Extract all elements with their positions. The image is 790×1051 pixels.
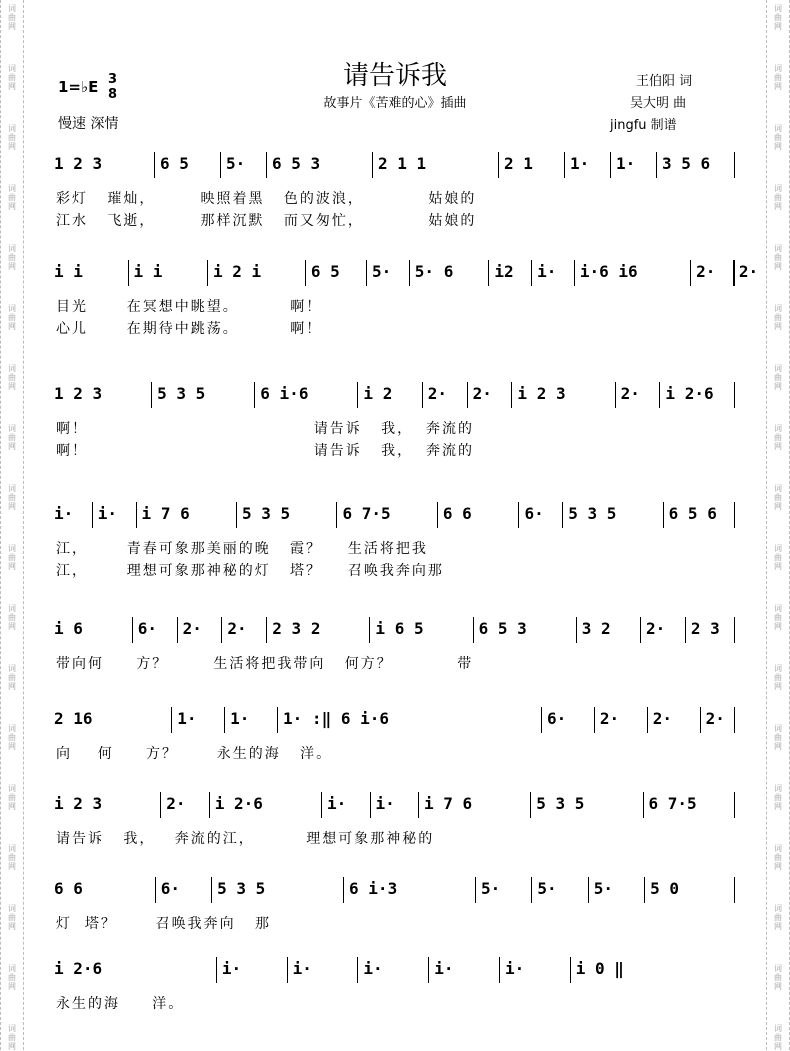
watermark-text: 词 曲 网 xyxy=(774,484,782,511)
bar-line xyxy=(659,382,660,408)
measure-notes: 5· xyxy=(480,879,501,898)
measure-notes: 2· xyxy=(620,384,640,403)
bar-line xyxy=(266,617,267,643)
measure-notes: 5 3 5 xyxy=(536,794,585,813)
notes-line xyxy=(50,705,740,731)
notes-line xyxy=(50,380,740,406)
bar-line xyxy=(498,152,499,178)
bar-line xyxy=(128,260,129,286)
measure-notes: i 6 xyxy=(54,619,83,638)
bar-line xyxy=(640,617,641,643)
bar-line xyxy=(336,502,337,528)
bar-line xyxy=(369,617,370,643)
measure-notes: i 2 i xyxy=(213,262,262,281)
watermark-text: 词 曲 网 xyxy=(774,544,782,571)
watermark-text: 词 曲 网 xyxy=(774,964,782,991)
measure-notes: i 7 6 xyxy=(424,794,473,813)
bar-line xyxy=(428,957,429,983)
measure-notes: 6· xyxy=(160,879,180,898)
notes-line xyxy=(50,955,740,981)
bar-line xyxy=(488,260,489,286)
measure-notes: i· xyxy=(292,959,312,978)
watermark-text: 词 曲 网 xyxy=(774,1024,782,1051)
measure-notes: 1· xyxy=(570,154,590,173)
measure-notes: 6 5 xyxy=(310,262,340,281)
bar-line xyxy=(370,792,371,818)
measure-notes: 2 1 xyxy=(504,154,533,173)
lyricist-credit: 王伯阳 词 xyxy=(636,74,693,89)
lyric-line: 向 何 方？ 永生的海 洋。 xyxy=(56,746,333,762)
bar-line xyxy=(266,152,267,178)
watermark-text: 词 曲 网 xyxy=(8,904,16,931)
measure-notes: 6 5 3 xyxy=(478,619,527,638)
measure-notes: 2· xyxy=(652,709,673,728)
bar-line xyxy=(418,792,419,818)
song-title: 请告诉我 xyxy=(342,61,447,91)
watermark-text: 词 曲 网 xyxy=(774,784,782,811)
measure-notes: 6 i·6 xyxy=(260,384,309,403)
bar-line xyxy=(211,877,212,903)
bar-line xyxy=(734,152,735,178)
bar-line xyxy=(511,382,512,408)
measure-notes: 3 5 6 xyxy=(662,154,711,173)
measure-notes: i 2·6 xyxy=(54,959,103,978)
bar-line xyxy=(437,502,438,528)
measure-notes: 1 2 3 xyxy=(54,154,103,173)
song-subtitle: 故事片《苦难的心》插曲 xyxy=(323,96,467,111)
time-signature xyxy=(108,72,117,102)
measure-notes: 5 3 5 xyxy=(157,384,206,403)
bar-line xyxy=(305,260,306,286)
bar-line xyxy=(160,792,161,818)
watermark-text: 词 曲 网 xyxy=(8,1024,16,1051)
bar-line xyxy=(154,152,155,178)
measure-notes: i· xyxy=(375,794,395,813)
bar-line xyxy=(422,382,423,408)
bar-line xyxy=(576,617,577,643)
bar-line xyxy=(588,877,589,903)
measure-notes: 5· xyxy=(593,879,613,898)
lyric-line: 灯 塔？ 召唤我奔向 那 xyxy=(56,916,271,932)
bar-line xyxy=(357,957,358,983)
measure-notes: 1 2 3 xyxy=(54,384,103,403)
bar-line xyxy=(685,617,686,643)
watermark-text: 词 曲 网 xyxy=(8,364,16,391)
bar-line xyxy=(467,382,468,408)
bar-line xyxy=(366,260,367,286)
bar-line xyxy=(171,707,172,733)
bar-line xyxy=(499,957,500,983)
time-signature-bottom: 8 xyxy=(108,87,118,102)
measure-notes: i 2 xyxy=(363,384,393,403)
measure-notes: 1· xyxy=(177,709,197,728)
bar-line xyxy=(734,382,735,408)
time-signature-top: 3 xyxy=(108,72,118,87)
bar-line xyxy=(610,152,611,178)
measure-notes: 2· xyxy=(182,619,202,638)
bar-line xyxy=(475,877,476,903)
measure-notes: 5 3 5 xyxy=(568,504,617,523)
bar-line xyxy=(647,707,648,733)
measure-notes: 6 6 xyxy=(54,879,83,898)
measure-notes: 2· xyxy=(646,619,666,638)
measure-notes: i 7 6 xyxy=(141,504,190,523)
lyric-line: 心儿 在期待中跳荡。 啊！ xyxy=(56,321,323,337)
measure-notes: 2· xyxy=(472,384,492,403)
bar-line xyxy=(594,707,595,733)
bar-line xyxy=(541,707,542,733)
measure-notes: i 2 3 xyxy=(54,794,103,813)
watermark-text: 词 曲 网 xyxy=(8,544,16,571)
bar-line xyxy=(473,617,474,643)
watermark-text: 词 曲 网 xyxy=(8,844,16,871)
bar-line xyxy=(531,260,532,286)
measure-notes: 1· xyxy=(616,154,636,173)
lyric-line: 彩灯 璀灿， 映照着黑 色的波浪， 姑娘的 xyxy=(56,191,477,207)
notes-line xyxy=(50,150,740,176)
bar-line xyxy=(372,152,373,178)
watermark-text: 词 曲 网 xyxy=(774,64,782,91)
watermark-text: 词 曲 网 xyxy=(774,904,782,931)
watermark-text: 词 曲 网 xyxy=(774,424,782,451)
measure-notes: 6 5 3 xyxy=(272,154,321,173)
lyric-line: 江， 青春可象那美丽的晚 霞？ 生活将把我 xyxy=(56,541,428,557)
bar-line xyxy=(151,382,152,408)
measure-notes: 5· 6 xyxy=(414,262,454,281)
watermark-text: 词 曲 网 xyxy=(774,304,782,331)
watermark-text: 词 曲 网 xyxy=(8,784,16,811)
lyric-line: 啊！ 请告诉 我， 奔流的 xyxy=(56,421,475,437)
bar-line xyxy=(734,877,735,903)
measure-notes: 6· xyxy=(137,619,157,638)
watermark-text: 词 曲 网 xyxy=(8,4,16,31)
measure-notes: i i xyxy=(54,262,83,281)
bar-line xyxy=(277,707,278,733)
measure-notes: 5· xyxy=(226,154,246,173)
measure-notes: i· xyxy=(504,959,525,978)
bar-line xyxy=(177,617,178,643)
bar-line xyxy=(700,707,701,733)
measure-notes: 6 i·3 xyxy=(349,879,398,898)
watermark-text: 词 曲 网 xyxy=(774,724,782,751)
bar-line xyxy=(734,260,735,286)
lyric-line: 带向何 方？ 生活将把我带向 何方？ 带 xyxy=(56,656,474,672)
measure-notes: 2· xyxy=(166,794,186,813)
bar-line xyxy=(221,617,222,643)
measure-notes: 5 3 5 xyxy=(217,879,266,898)
bar-line xyxy=(220,152,221,178)
measure-notes: i2 xyxy=(494,262,514,281)
watermark-text: 词 曲 网 xyxy=(774,4,782,31)
bar-line xyxy=(531,877,532,903)
lyric-line: 江， 理想可象那神秘的灯 塔？ 召唤我奔向那 xyxy=(56,563,444,579)
measure-notes: 2· xyxy=(696,262,716,281)
watermark-text: 词 曲 网 xyxy=(8,304,16,331)
measure-notes: 6 5 xyxy=(160,154,189,173)
lyric-line: 请告诉 我， 奔流的江， 理想可象那神秘的 xyxy=(56,831,435,847)
bar-line xyxy=(530,792,531,818)
measure-notes: 6 5 6 xyxy=(668,504,717,523)
lyric-line: 永生的海 洋。 xyxy=(56,996,185,1012)
watermark-text: 词 曲 网 xyxy=(8,604,16,631)
measure-notes: 5· xyxy=(537,879,557,898)
bar-line xyxy=(409,260,410,286)
lyric-line: 江水 飞逝， 那样沉默 而又匆忙， 姑娘的 xyxy=(56,213,477,229)
bar-line xyxy=(207,260,208,286)
watermark-text: 词 曲 网 xyxy=(8,244,16,271)
arranger-credit: jingfu 制谱 xyxy=(610,118,677,133)
bar-line xyxy=(574,260,575,286)
bar-line xyxy=(644,877,645,903)
measure-notes: i· xyxy=(537,262,557,281)
measure-notes: 2· xyxy=(738,262,759,281)
bar-line xyxy=(357,382,358,408)
measure-notes: i· xyxy=(221,959,242,978)
measure-notes: i· xyxy=(327,794,347,813)
composer-credit: 吴大明 曲 xyxy=(630,96,687,111)
notes-line xyxy=(50,615,740,641)
measure-notes: 6 7·5 xyxy=(342,504,391,523)
measure-notes: 2· xyxy=(705,709,725,728)
bar-line xyxy=(643,792,644,818)
bar-line xyxy=(136,502,137,528)
watermark-text: 词 曲 网 xyxy=(8,724,16,751)
bar-line xyxy=(132,617,133,643)
bar-line xyxy=(734,502,735,528)
measure-notes: i 6 5 xyxy=(375,619,424,638)
lyric-line: 啊！ 请告诉 我， 奔流的 xyxy=(56,443,475,459)
measure-notes: 2 3 xyxy=(690,619,720,638)
bar-line xyxy=(321,792,322,818)
watermark-text: 词 曲 网 xyxy=(774,364,782,391)
watermark-text: 词 曲 网 xyxy=(774,244,782,271)
measure-notes: i i xyxy=(133,262,163,281)
bar-line xyxy=(690,260,691,286)
measure-notes: 1· :‖ 6 i·6 xyxy=(283,709,389,728)
bar-line xyxy=(236,502,237,528)
watermark-text: 词 曲 网 xyxy=(8,124,16,151)
notes-line xyxy=(50,500,740,526)
bar-line xyxy=(656,152,657,178)
measure-notes: 5 0 xyxy=(650,879,679,898)
notes-line xyxy=(50,875,740,901)
measure-notes: i· xyxy=(363,959,383,978)
bar-line xyxy=(92,502,93,528)
measure-notes: 5 3 5 xyxy=(242,504,291,523)
measure-notes: i 2 3 xyxy=(517,384,566,403)
measure-notes: 2 16 xyxy=(54,709,93,728)
bar-line xyxy=(734,792,735,818)
bar-line xyxy=(254,382,255,408)
watermark-text: 词 曲 网 xyxy=(774,124,782,151)
watermark-text: 词 曲 网 xyxy=(774,184,782,211)
measure-notes: i· xyxy=(434,959,454,978)
measure-notes: 5· xyxy=(372,262,392,281)
watermark-text: 词 曲 网 xyxy=(774,844,782,871)
bar-line xyxy=(734,617,735,643)
left-margin-strip xyxy=(0,0,24,1050)
lyric-line: 目光 在冥想中眺望。 啊！ xyxy=(56,299,323,315)
bar-line xyxy=(615,382,616,408)
bar-line xyxy=(570,957,571,983)
measure-notes: i· xyxy=(97,504,118,523)
measure-notes: 6· xyxy=(546,709,567,728)
bar-line xyxy=(155,877,156,903)
bar-line xyxy=(518,502,519,528)
measure-notes: 6 7·5 xyxy=(648,794,697,813)
bar-line xyxy=(663,502,664,528)
measure-notes: 6 6 xyxy=(442,504,472,523)
bar-line xyxy=(564,152,565,178)
measure-notes: 2· xyxy=(227,619,247,638)
measure-notes: 2· xyxy=(427,384,447,403)
watermark-text: 词 曲 网 xyxy=(8,664,16,691)
bar-line xyxy=(209,792,210,818)
measure-notes: 2· xyxy=(599,709,620,728)
bar-line xyxy=(562,502,563,528)
measure-notes: 2 1 1 xyxy=(378,154,427,173)
key-signature: 1=♭E xyxy=(58,78,99,96)
measure-notes: i 2·6 xyxy=(665,384,714,403)
tempo-marking: 慢速 深情 xyxy=(58,116,119,132)
watermark-text: 词 曲 网 xyxy=(8,964,16,991)
measure-notes: 3 2 xyxy=(581,619,611,638)
watermark-text: 词 曲 网 xyxy=(8,424,16,451)
bar-line xyxy=(216,957,217,983)
bar-line xyxy=(287,957,288,983)
measure-notes: i 2·6 xyxy=(214,794,263,813)
watermark-text: 词 曲 网 xyxy=(774,604,782,631)
notes-line xyxy=(50,790,740,816)
measure-notes: 1· xyxy=(230,709,250,728)
measure-notes: i· xyxy=(54,504,74,523)
right-margin-strip xyxy=(766,0,790,1050)
bar-line xyxy=(343,877,344,903)
bar-line xyxy=(734,707,735,733)
notes-line xyxy=(50,258,759,284)
watermark-text: 词 曲 网 xyxy=(8,484,16,511)
watermark-text: 词 曲 网 xyxy=(8,184,16,211)
bar-line xyxy=(224,707,225,733)
measure-notes: 2 3 2 xyxy=(272,619,321,638)
watermark-text: 词 曲 网 xyxy=(8,64,16,91)
watermark-text: 词 曲 网 xyxy=(774,664,782,691)
measure-notes: i·6 i6 xyxy=(579,262,638,281)
measure-notes: 6· xyxy=(524,504,544,523)
measure-notes: i 0 ‖ xyxy=(575,959,624,978)
